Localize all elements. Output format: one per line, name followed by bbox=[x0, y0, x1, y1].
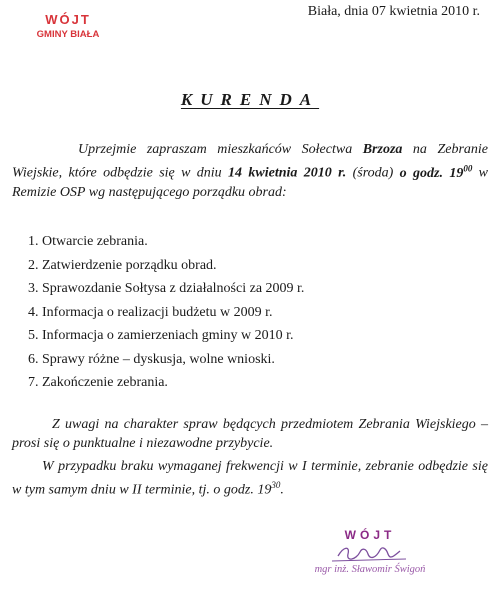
document-title bbox=[0, 90, 500, 110]
quorum-note-end: . bbox=[280, 482, 284, 498]
meeting-time bbox=[399, 163, 473, 181]
handwritten-signature-icon bbox=[330, 542, 410, 566]
place-and-date: Biała, dnia 07 kwietnia 2010 r. bbox=[307, 4, 480, 19]
agenda-item: 2. Zatwierdzenie porządku obrad. bbox=[28, 257, 217, 273]
invitation-text-2: na Zebranie Wiejskie, które odbędzie się w dniu bbox=[12, 142, 488, 181]
signature-stamp bbox=[300, 528, 440, 575]
invitation-text-4: w Remizie OSP wg następującego porządku obrad: bbox=[12, 165, 489, 200]
quorum-time-minutes: 30 bbox=[271, 480, 281, 490]
quorum-note bbox=[12, 457, 488, 500]
meeting-time-text: o godz. 19 bbox=[399, 165, 464, 181]
stamp bbox=[18, 12, 118, 40]
agenda-item: 1. Otwarcie zebrania. bbox=[28, 234, 148, 249]
invitation-text-3: (środa) bbox=[346, 165, 400, 181]
agenda-item: 7. Zakończenie zebrania. bbox=[28, 375, 168, 390]
meeting-date: 14 kwietnia 2010 r. bbox=[228, 165, 347, 181]
signature-role: WÓJT bbox=[344, 528, 396, 542]
document-title-text: KURENDA bbox=[180, 90, 320, 109]
agenda-item: 4. Informacja o realizacji budżetu w 2009 r. bbox=[28, 304, 273, 320]
stamp-subtitle: GMINY BIAŁA bbox=[36, 29, 100, 40]
stamp-title: WÓJT bbox=[45, 12, 91, 27]
agenda-item: 3. Sprawozdanie Sołtysa z działalności za 2009 r. bbox=[28, 281, 305, 296]
invitation-text-1: Uprzejmie zapraszam mieszkańców Sołectwa bbox=[78, 142, 363, 157]
agenda-list bbox=[28, 232, 304, 397]
meeting-time-minutes: 00 bbox=[463, 163, 473, 173]
invitation-paragraph bbox=[12, 140, 488, 202]
quorum-note-text: W przypadku braku wymaganej frekwencji w I terminie, zebranie odbędzie się w tym samym dniu w II terminie, tj. o godz. 19 bbox=[12, 459, 488, 498]
village-name: Brzoza bbox=[362, 142, 403, 157]
agenda-item: 5. Informacja o zamierzeniach gminy w 2010 r. bbox=[28, 328, 294, 343]
punctuality-note: Z uwagi na charakter spraw będących przedmiotem Zebrania Wiejskiego – prosi się o punktualne i niezawodne przybycie. bbox=[12, 417, 488, 451]
agenda-item: 6. Sprawy różne – dyskusja, wolne wnioski. bbox=[28, 351, 275, 367]
signatory-name: mgr inż. Sławomir Świgoń bbox=[314, 564, 426, 575]
